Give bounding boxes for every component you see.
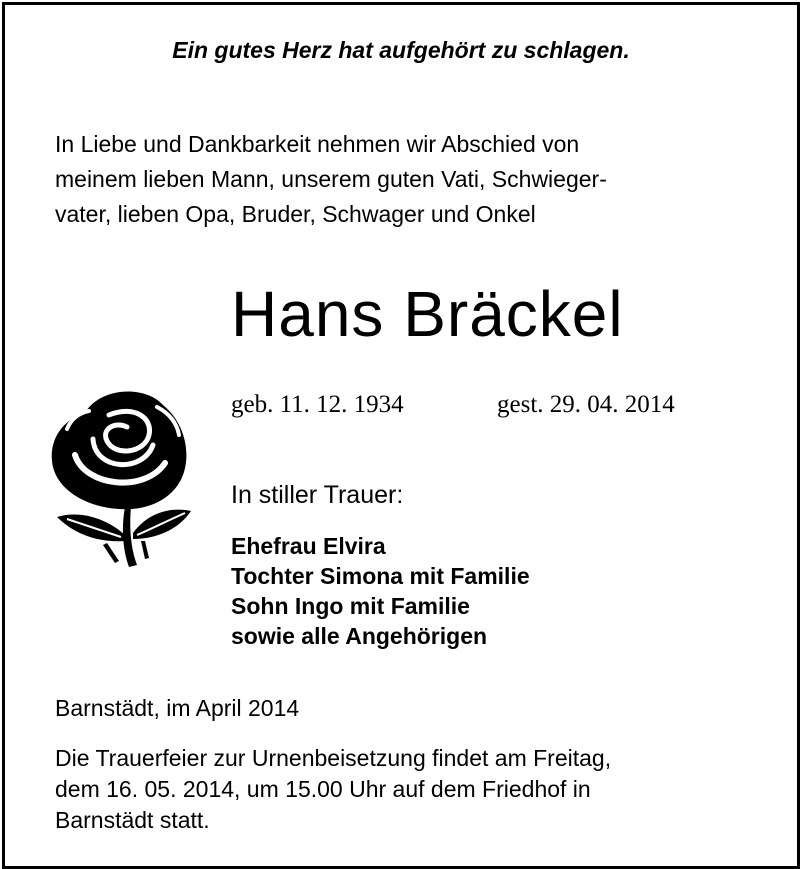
ceremony-line: dem 16. 05. 2014, um 15.00 Uhr auf dem Friedhof in <box>55 776 591 802</box>
motto-heading: Ein gutes Herz hat aufgehört zu schlagen. <box>172 37 630 63</box>
mourner: Tochter Simona mit Familie <box>231 563 530 589</box>
obituary-frame <box>2 2 800 869</box>
intro-line: vater, lieben Opa, Bruder, Schwager und Onkel <box>55 201 536 227</box>
mourner: Sohn Ingo mit Familie <box>231 593 470 619</box>
deceased-name: Hans Bräckel <box>231 278 624 350</box>
ceremony-notice <box>55 743 755 836</box>
intro-line: meinem lieben Mann, unserem guten Vati, Schwieger- <box>55 166 607 192</box>
rose-icon <box>45 383 195 569</box>
intro-paragraph <box>55 127 755 232</box>
death-date: gest. 29. 04. 2014 <box>497 391 675 418</box>
birth-date: geb. 11. 12. 1934 <box>231 391 404 418</box>
mourner: Ehefrau Elvira <box>231 533 386 559</box>
intro-line: In Liebe und Dankbarkeit nehmen wir Abschied von <box>55 131 580 157</box>
place-date: Barnstädt, im April 2014 <box>55 695 300 721</box>
mourning-label: In stiller Trauer: <box>231 481 404 509</box>
mourners-list <box>231 531 530 651</box>
ceremony-line: Die Trauerfeier zur Urnenbeisetzung findet am Freitag, <box>55 745 612 771</box>
ceremony-line: Barnstädt statt. <box>55 807 210 833</box>
mourner: sowie alle Angehörigen <box>231 623 488 649</box>
